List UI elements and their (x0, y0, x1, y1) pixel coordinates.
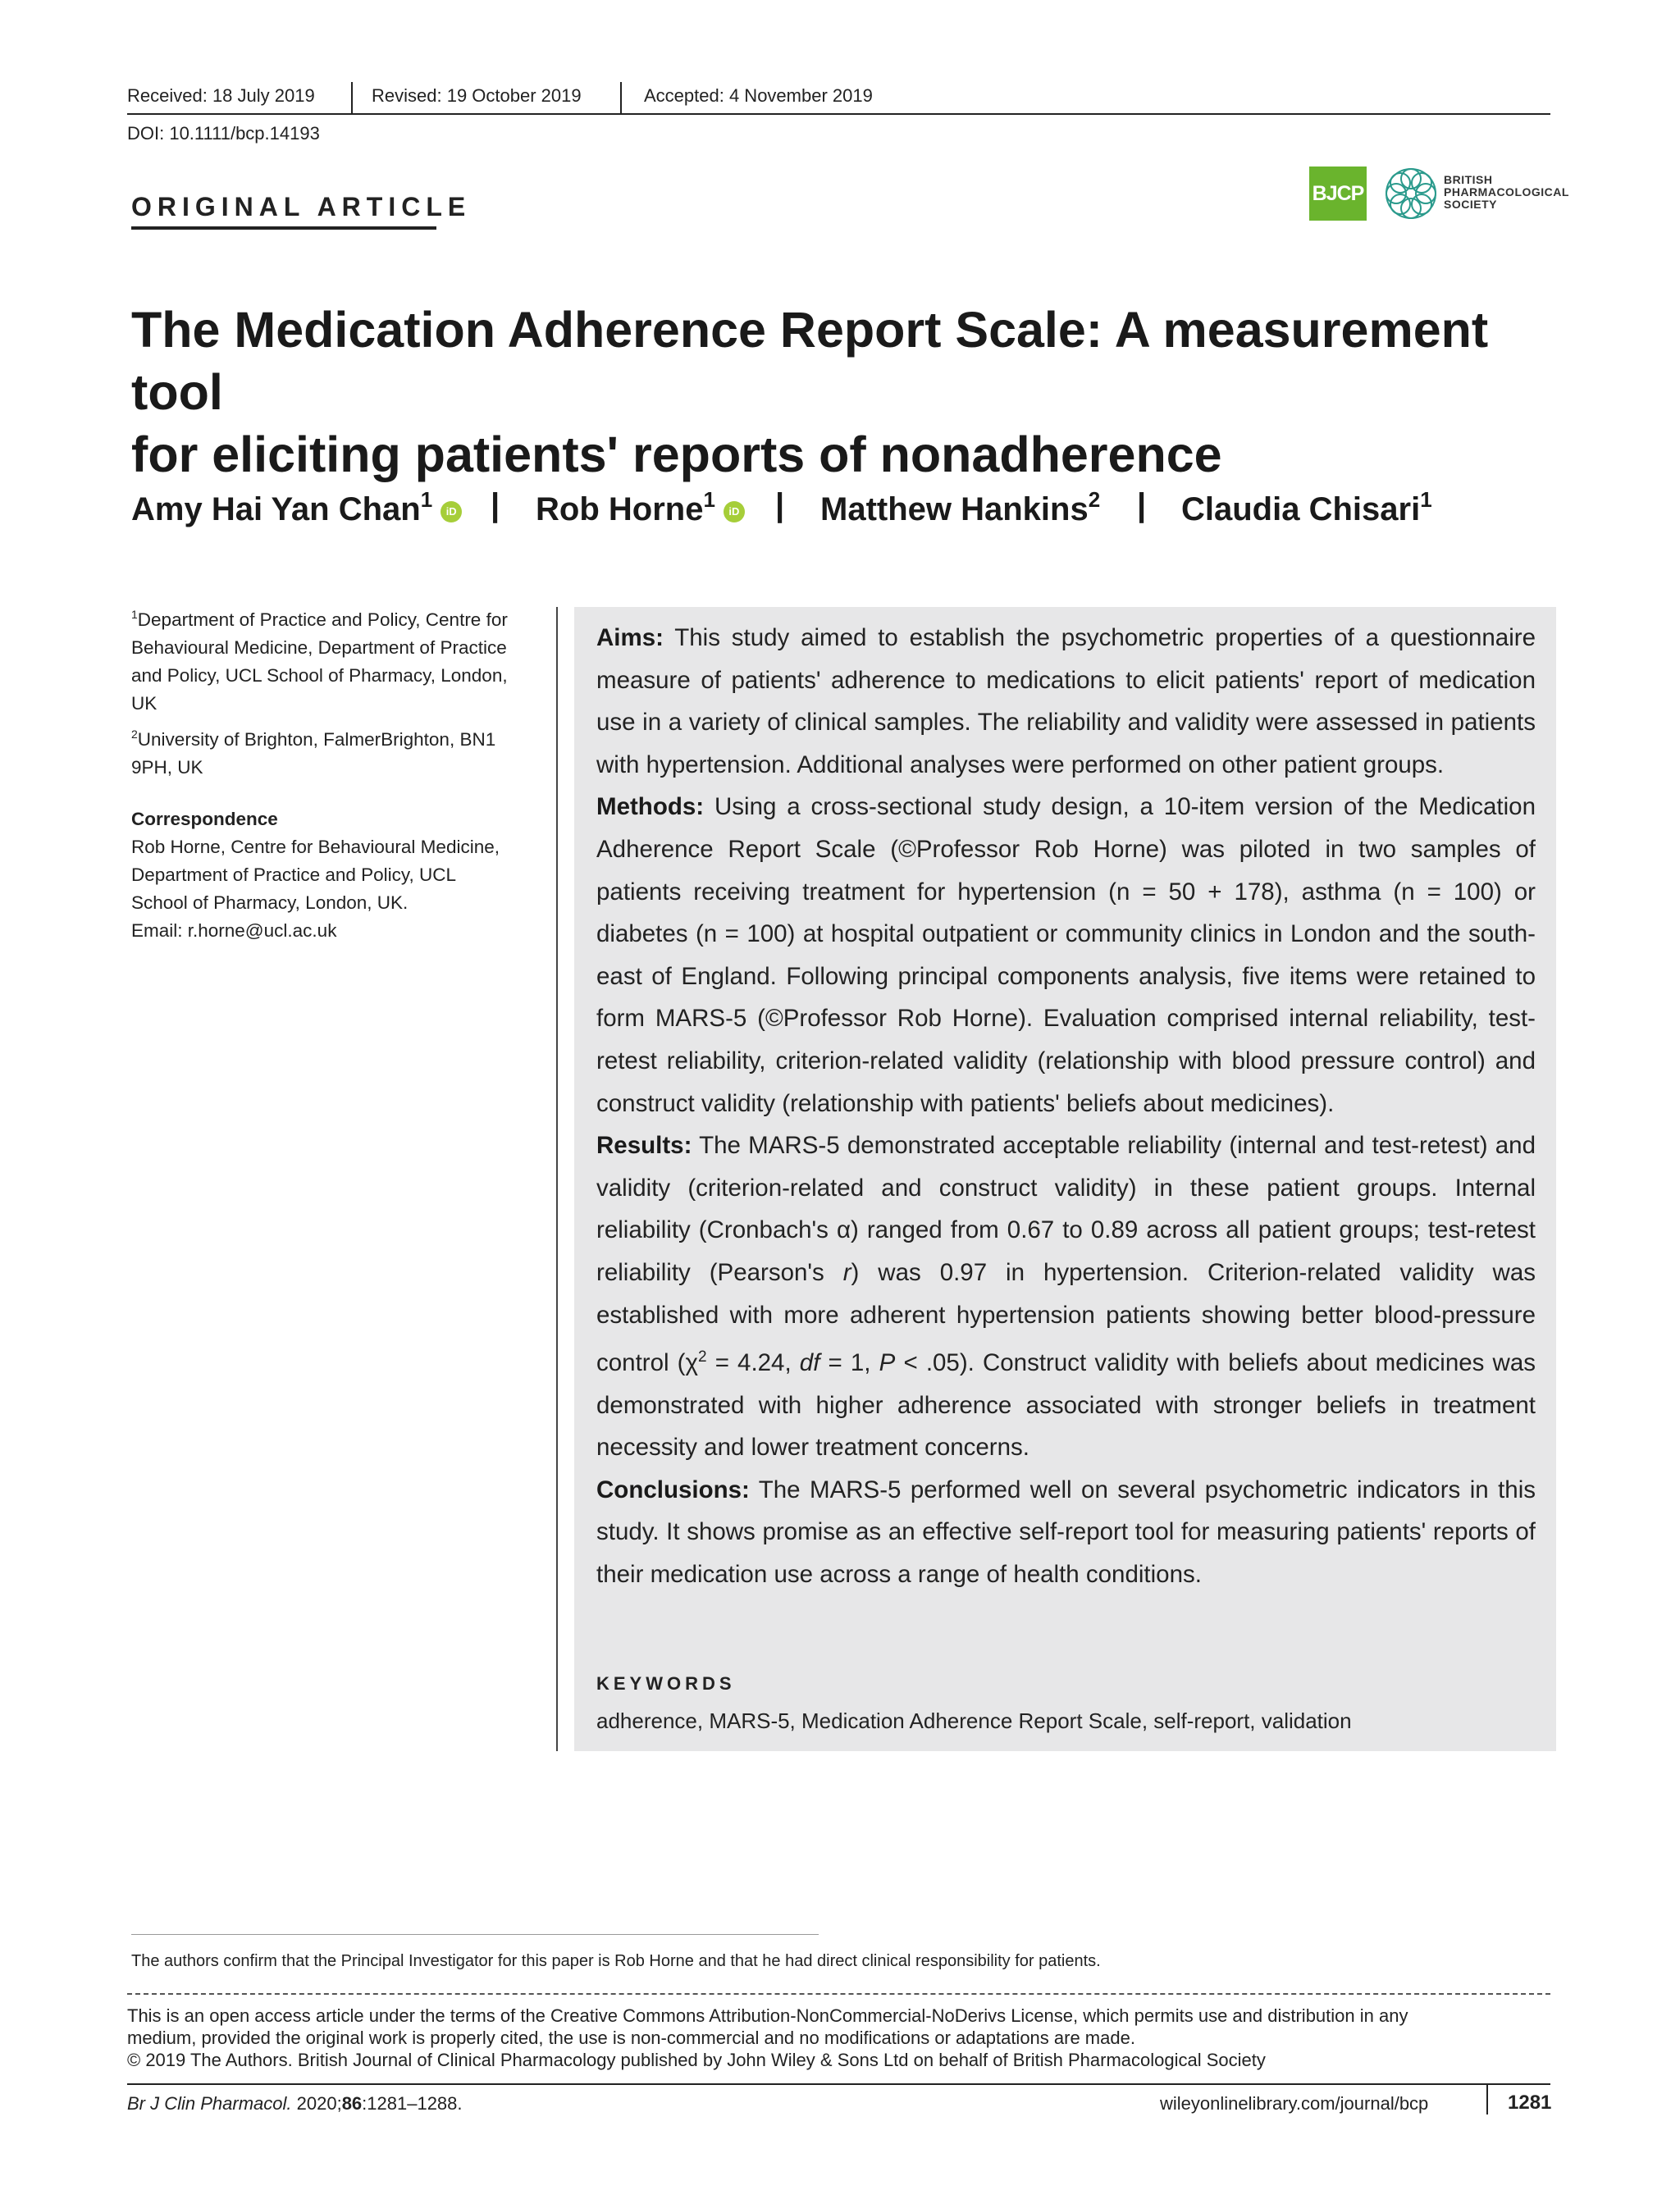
author-separator: | (491, 487, 500, 523)
keywords-list: adherence, MARS-5, Medication Adherence Report Scale, self-report, validation (596, 1708, 1352, 1733)
abstract-aims: Aims: This study aimed to establish the psychometric properties of a questionnaire measure of patients' adherence to medications to elicit patients' report of medication use in a variety of clinical samples. The reliability and validity were assessed in patients with hypertension. Additional analyses were performed on other patient groups. (596, 624, 1536, 778)
license-divider (127, 1993, 1550, 1995)
author[interactable]: Claudia Chisari$^1$ (1181, 487, 1432, 527)
bps-logo-text: BRITISH PHARMACOLOGICAL SOCIETY (1444, 173, 1569, 211)
header-rule (127, 113, 1550, 115)
license-text: This is an open access article under the terms of the Creative Commons Attribution-NonCommercial-NoDerivs License, which permits use and distribution in any medium, provided the original work is properly cited, the use is non-commercial and no modifications or adaptations are made. © 2019 The Authors. British Journal of Clinical Pharmacology published by John Wiley & Sons Ltd on behalf of British Pharmacological Society (127, 2005, 1408, 2070)
affiliation-2: $^2$University of Brighton, FalmerBrighton, BN1 9PH, UK (131, 728, 496, 778)
footnote: The authors confirm that the Principal Investigator for this paper is Rob Horne and that he had direct clinical responsibility for patients. (131, 1952, 1101, 1970)
revised-date: Revised: 19 October 2019 (372, 85, 582, 106)
journal-website-link[interactable]: wileyonlinelibrary.com/journal/bcp (1160, 2093, 1429, 2114)
correspondence-heading: Correspondence (131, 809, 278, 829)
received-date: Received: 18 July 2019 (127, 85, 315, 106)
article-title: The Medication Adherence Report Scale: A measurement tool for eliciting patients' reports of nonadherence (131, 302, 1489, 482)
author[interactable]: Matthew Hankins$^2$ (820, 487, 1101, 527)
bjcp-logo: BJCP (1309, 167, 1367, 221)
affiliation-1: $^1$Department of Practice and Policy, Centre for Behavioural Medicine, Department of Practice and Policy, UCL School of Pharmacy, London, UK (131, 608, 508, 714)
correspondence: Correspondence Rob Horne, Centre for Behavioural Medicine, Department of Practice and Policy, UCL School of Pharmacy, London, UK. Email: r.horne@ucl.ac.uk (131, 805, 541, 945)
page-number: 1281 (1508, 2092, 1552, 2114)
journal-citation: Br J Clin Pharmacol. 2020;86:1281–1288. (127, 2093, 463, 2114)
keywords-heading: KEYWORDS (596, 1673, 736, 1694)
divider (620, 82, 622, 113)
abstract-methods: Methods: Using a cross-sectional study design, a 10-item version of the Medication Adherence Report Scale (©Professor Rob Horne) was piloted in two samples of patients receiving treatment for hypertension (n = 50 + 178), asthma (n = 100) or diabetes (n = 100) at hospital outpatient or community clinics in London and the south-east of England. Following principal components analysis, five items were retained to form MARS-5 (©Professor Rob Horne). Evaluation comprised internal reliability, test-retest reliability, criterion-related validity (relationship with blood pressure control) and construct validity (relationship with patients' beliefs about medicines). (596, 793, 1536, 1117)
author[interactable]: Rob Horne$^1$ iD (536, 487, 745, 528)
abstract (596, 617, 1536, 1595)
column-rule (556, 607, 558, 1751)
author-separator: | (775, 487, 785, 523)
abstract-results: Results: The MARS-5 demonstrated acceptable reliability (internal and test-retest) and validity (criterion-related and construct validity) in these patient groups. Internal reliability (Cronbach's α) ranged from 0.67 to 0.89 across all patient groups; test-retest reliability (Pearson's r) was 0.97 in hypertension. Criterion-related validity was established with more adherent hypertension patients showing better blood-pressure control ($\chi^2 = 4.24$, df = 1, P < .05). Construct validity with beliefs about medicines was demonstrated with higher adherence associated with stronger beliefs in treatment necessity and lower treatment concerns. (596, 1132, 1536, 1462)
abstract-conclusions: Conclusions: The MARS-5 performed well on several psychometric indicators in this study. It shows promise as an effective self-report tool for measuring patients' reports of their medication use across a range of health conditions. (596, 1476, 1536, 1588)
footer-rule (127, 2083, 1550, 2085)
author[interactable]: Amy Hai Yan Chan$^1$ iD (131, 487, 462, 528)
article-type-underline (131, 226, 436, 230)
correspondence-email[interactable]: Email: r.horne@ucl.ac.uk (131, 920, 337, 941)
bps-logo-icon (1381, 164, 1440, 223)
footer-divider (1486, 2083, 1488, 2114)
author-separator: | (1137, 487, 1147, 523)
divider (351, 82, 353, 113)
article-type: ORIGINAL ARTICLE (131, 192, 472, 221)
accepted-date: Accepted: 4 November 2019 (644, 85, 873, 106)
orcid-icon[interactable]: iD (441, 501, 462, 522)
footnote-rule (131, 1934, 819, 1935)
publication-dates (127, 82, 1550, 115)
doi[interactable]: DOI: 10.1111/bcp.14193 (127, 123, 320, 144)
orcid-icon[interactable]: iD (724, 501, 745, 522)
